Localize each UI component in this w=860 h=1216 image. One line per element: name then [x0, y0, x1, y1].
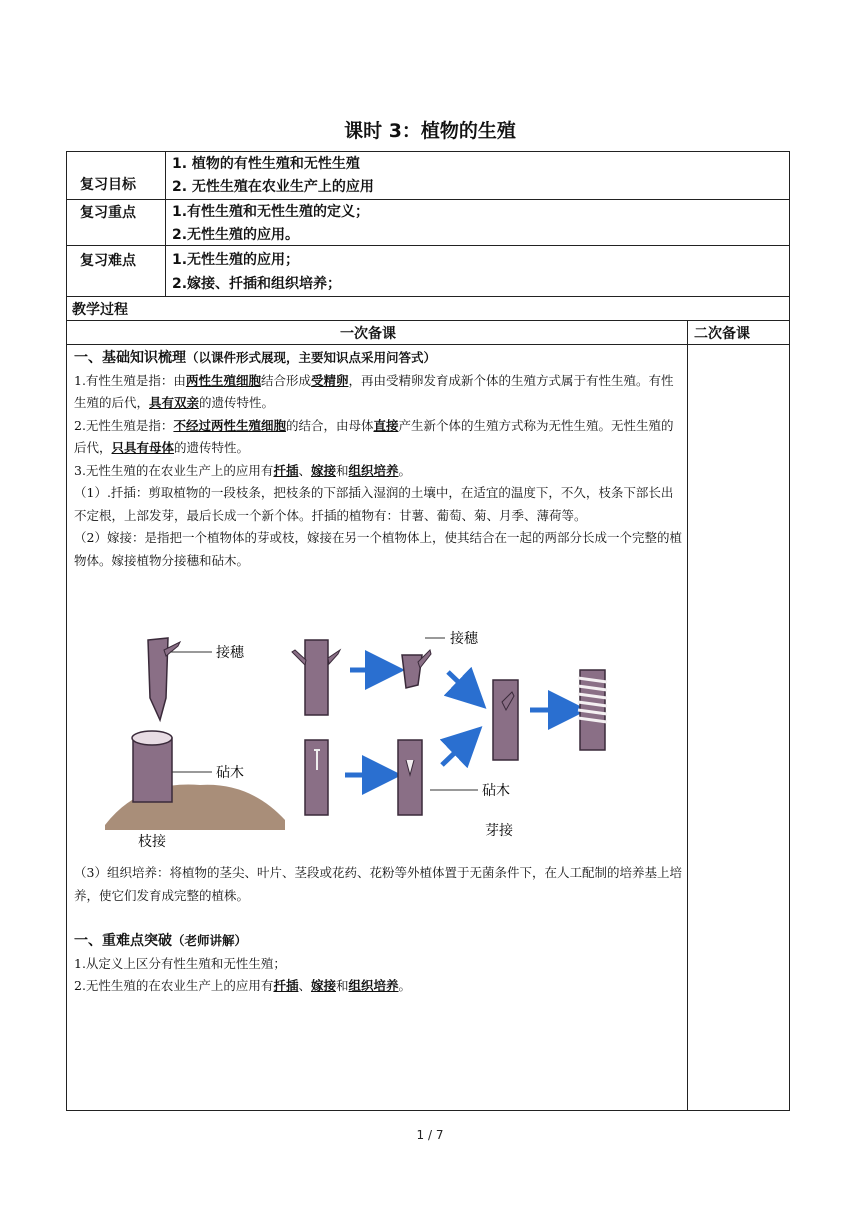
page-number: 1 / 7 — [416, 1128, 444, 1142]
opened-rootstock — [398, 740, 422, 815]
section2-heading: 一、重难点突破（老师讲解） — [74, 933, 248, 949]
paragraph-grafting: （2）嫁接：是指把一个植物体的芽或枝，嫁接在另一个植物体上，使其结合在一起的两部分长成一个完整的植物体。嫁接植物分接穗和砧木。 — [74, 530, 682, 568]
caption-right: 芽接 — [485, 823, 513, 839]
rootstock-cut — [132, 731, 172, 745]
budwood-bud — [328, 650, 340, 664]
page-title: 课时 3：植物的生殖 — [344, 120, 516, 142]
difficult-label: 复习难点 — [80, 253, 136, 269]
goal-label: 复习目标 — [80, 177, 136, 193]
soil-mound — [105, 785, 285, 831]
difficult-item: 1.无性生殖的应用； — [172, 252, 300, 268]
row-divider — [66, 199, 790, 200]
section1-heading: 一、基础知识梳理（以课件形式展现，主要知识点采用问答式） — [74, 350, 437, 366]
paragraph-asexual-reproduction: 2.无性生殖是指：不经过两性生殖细胞的结合，由母体直接产生新个体的生殖方式称为无性生殖。无性生殖的后代，只具有母体的遗传特性。 — [74, 417, 674, 455]
budwood-bud — [292, 650, 306, 665]
key-item: 1.有性生殖和无性生殖的定义； — [172, 204, 370, 220]
section2-item: 1.从定义上区分有性生殖和无性生殖； — [74, 955, 286, 971]
paragraph-sexual-reproduction: 1.有性生殖是指：由两性生殖细胞结合形成受精卵，再由受精卵发育成新个体的生殖方式属于有性生殖。有性生殖的后代，具有双亲的遗传特性。 — [74, 372, 674, 410]
section2-text — [74, 930, 684, 998]
caption-left: 枝接 — [138, 834, 166, 850]
arrow — [442, 740, 468, 765]
arrow — [448, 672, 472, 695]
paragraph-applications: 3.无性生殖的在农业生产上的应用有扦插、嫁接和组织培养。 — [74, 462, 412, 478]
stock-label-left: 砧木 — [216, 765, 244, 781]
goal-item: 1. 植物的有性生殖和无性生殖 — [172, 156, 360, 172]
section1-text-cont — [74, 862, 684, 907]
stock-label-right: 砧木 — [482, 783, 510, 799]
key-item: 2.无性生殖的应用。 — [172, 227, 300, 243]
goal-item: 2. 无性生殖在农业生产上的应用 — [172, 179, 374, 195]
col-divider — [165, 151, 166, 296]
paragraph-tissue-culture: （3）组织培养：将植物的茎尖、叶片、茎段或花药、花粉等外植体置于无菌条件下，在人工配制的培养基上培养，使它们发育成完整的植株。 — [74, 865, 682, 903]
section2-item: 2.无性生殖的在农业生产上的应用有扦插、嫁接和组织培养。 — [74, 978, 412, 993]
key-label: 复习重点 — [80, 205, 136, 221]
process-label: 教学过程 — [72, 302, 128, 318]
grafting-figure — [100, 610, 670, 850]
difficult-item: 2.嫁接、扦插和组织培养； — [172, 276, 342, 292]
col-divider — [687, 320, 688, 1110]
bud-chip — [402, 655, 422, 688]
paragraph-cutting: （1）.扦插：剪取植物的一段枝条，把枝条的下部插入湿润的土壤中，在适宜的温度下，不久，枝条下部长出不定根，上部发芽，最后长成一个新个体。扦插的植物有：甘薯、葡萄、菊、月季、薄荷等。 — [74, 485, 674, 523]
rootstock-trunk — [133, 738, 172, 802]
scion-label-right: 接穗 — [450, 631, 478, 647]
row-divider — [66, 344, 790, 345]
budwood-stem — [305, 640, 328, 715]
col2-header: 二次备课 — [694, 326, 750, 342]
row-divider — [66, 296, 790, 297]
inserted-bud-stem — [493, 680, 518, 760]
section1-text — [74, 347, 684, 572]
row-divider — [66, 320, 790, 321]
scion-label-left: 接穗 — [216, 645, 244, 661]
col1-header: 一次备课 — [340, 326, 396, 342]
